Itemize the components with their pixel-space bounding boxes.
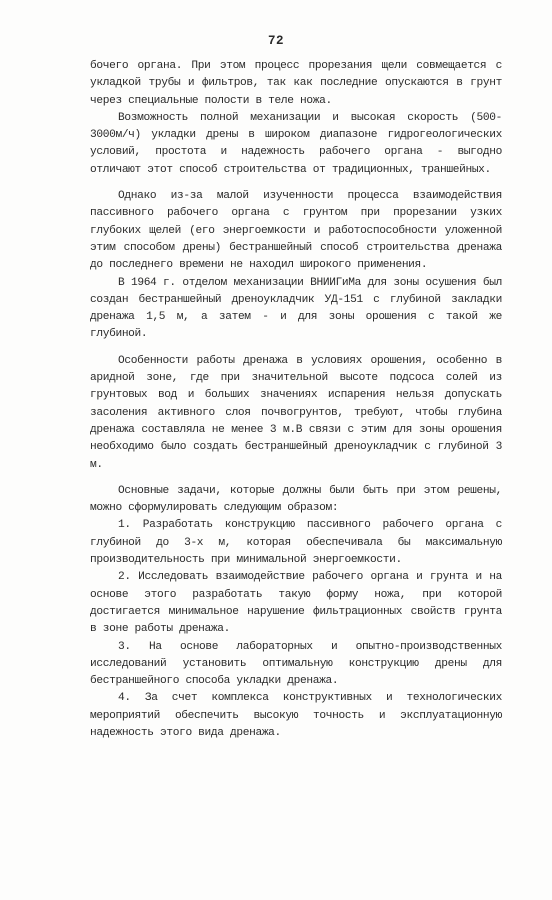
task-item-4 xyxy=(90,690,502,742)
paragraph-2 xyxy=(90,110,502,179)
task-item-2 xyxy=(90,569,502,638)
paragraph-5-text: Особенности работы дренажа в условиях орошения, особенно в аридной зоне, где при значительной высоте подсоса солей из грунтовых вод и больших значениях испарения нельзя допускать засоления активного слоя почвогрунтов, требуют, чтобы глубина дренажа составляла не менее 3 м.В связи с этим для зоны орошения необходимо было создать бестраншейный дреноукладчик с глубиной 3 м. xyxy=(90,354,502,471)
paragraph-5 xyxy=(90,353,502,474)
paragraph-2-text: Возможность полной механизации и высокая скорость (500-3000м/ч) укладки дрены в широком диапазоне гидрогеологических условий, простота и надежность рабочего органа - выгодно отличают этот способ строительства от традиционных, траншейных. xyxy=(90,111,502,176)
paragraph-3 xyxy=(90,188,502,274)
paragraph-4 xyxy=(90,275,502,344)
task-item-1 xyxy=(90,517,502,569)
task-item-3-text: 3. На основе лабораторных и опытно-производственных исследований установить оптимальную конструкцию дрены для бестраншейного способа укладки дренажа. xyxy=(90,640,502,688)
paragraph-4-text: В 1964 г. отделом механизации ВНИИГиМа для зоны осушения был создан бестраншейный дреноукладчик УД-151 с глубиной закладки дренажа 1,5 м, а затем - и для зоны орошения с такой же глубиной. xyxy=(90,276,502,341)
body-text xyxy=(90,58,502,742)
paragraph-3-text: Однако из-за малой изученности процесса взаимодействия пассивного рабочего органа с грунтом при прорезании узких глубоких щелей (его энергоемкости и работоспособности уложенной этим способом дрены) бестраншейный способ строительства дренажа до последнего времени не находил широкого применения. xyxy=(90,190,502,272)
paragraph-6 xyxy=(90,483,502,518)
task-item-4-text: 4. За счет комплекса конструктивных и технологических мероприятий обеспечить высокую точность и эксплуатационную надежность этого вида дренажа. xyxy=(90,692,502,739)
task-item-3 xyxy=(90,639,502,691)
task-item-2-text: 2. Исследовать взаимодействие рабочего органа и грунта и на основе этого разработать такую форму ножа, при которой достигается минимальное нарушение фильтрационных свойств грунта в зоне работы дренажа. xyxy=(90,571,502,636)
paragraph-1-text: бочего органа. При этом процесс прорезания щели совмещается с укладкой трубы и фильтров, так как последние опускаются в грунт через специальные полости в теле ножа. xyxy=(90,60,502,107)
task-item-1-text: 1. Разработать конструкцию пассивного рабочего органа с глубиной до 3-х м, которая обеспечивала бы максимальную производительность при минимальной энергоемкости. xyxy=(90,519,502,567)
page-number: 72 xyxy=(267,34,284,48)
paragraph-1 xyxy=(90,58,502,110)
paragraph-6-text: Основные задачи, которые должны были быть при этом решены, можно сформулировать следующим образом: xyxy=(90,484,502,515)
